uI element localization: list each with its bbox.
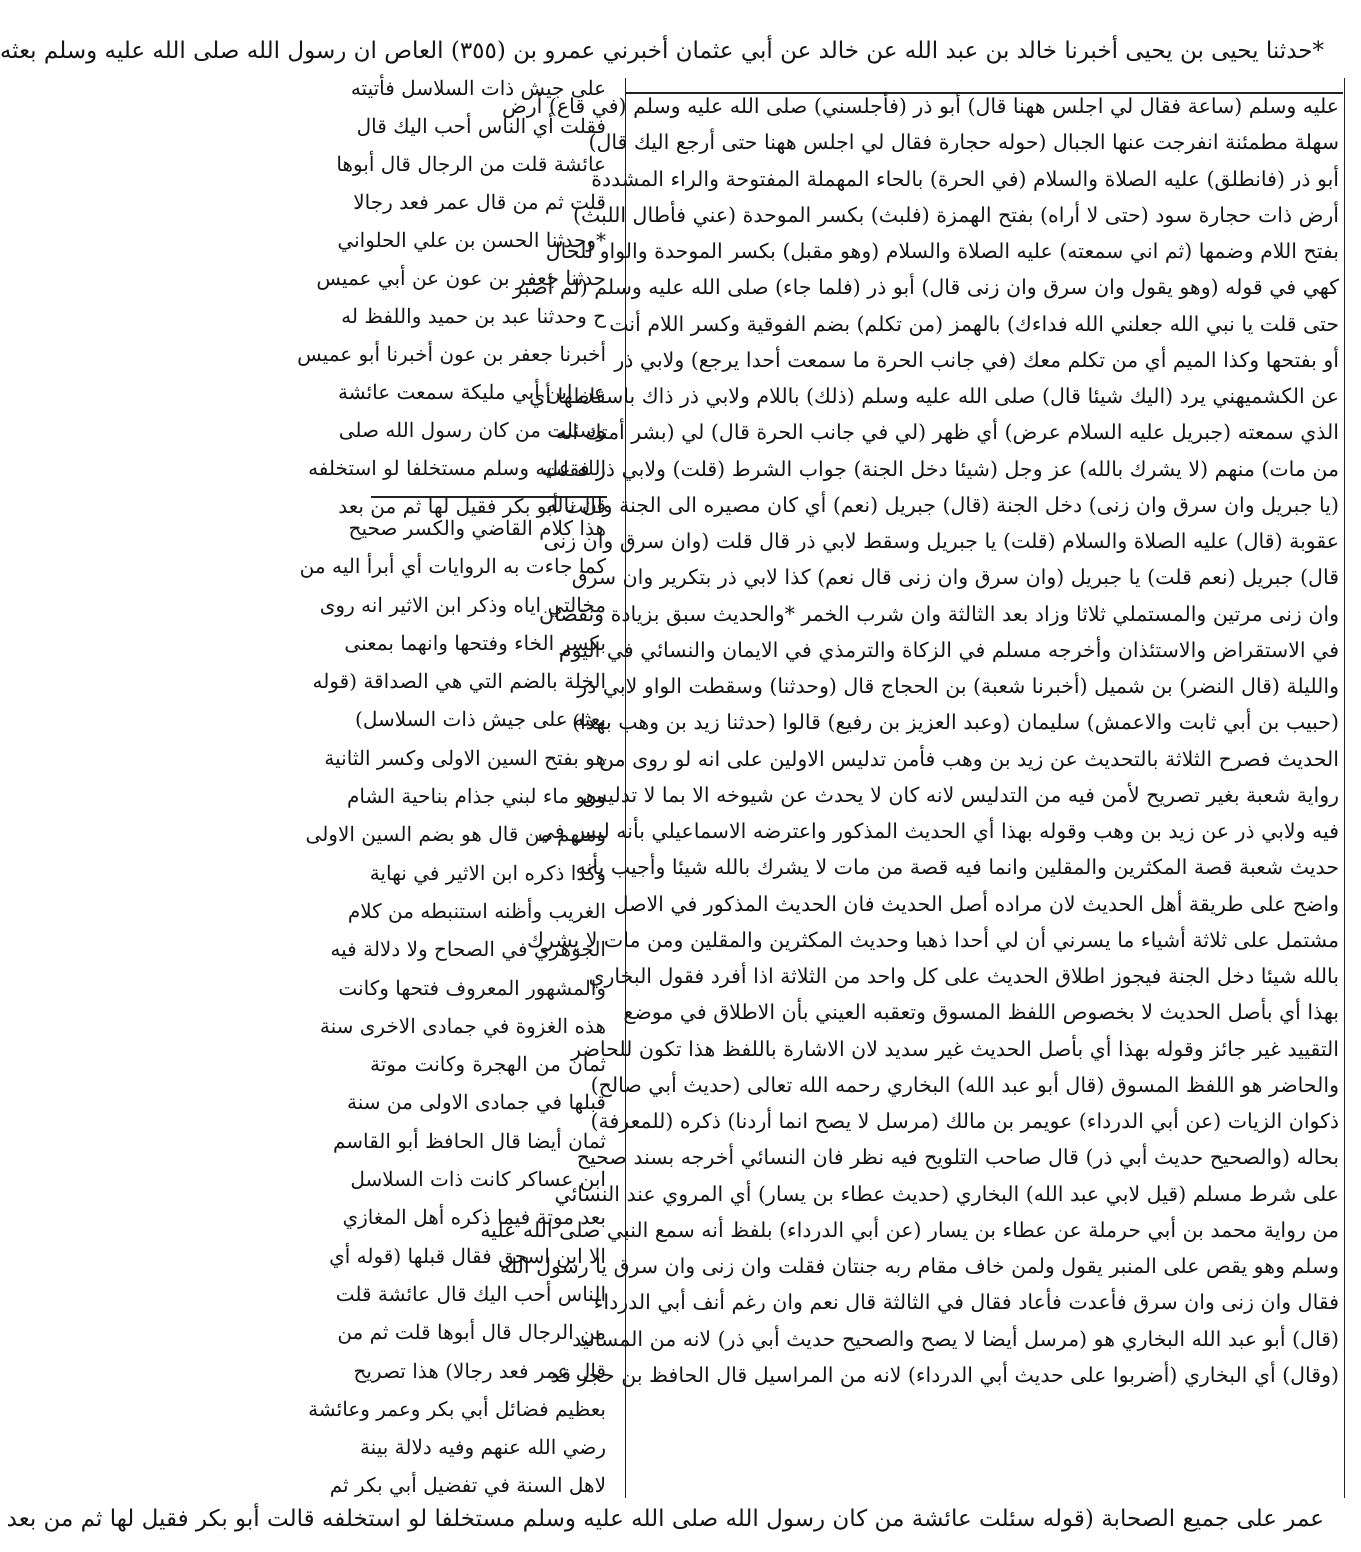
commentary-line: (قال) أبو عبد الله البخاري هو (مرسل أيضا لا يصح والصحيح حديث أبي ذر) لانه من المسانيد: [572, 1326, 1339, 1351]
sidebar-commentary-line: كما جاءت به الروايات أي أبرأ اليه من: [299, 554, 606, 579]
sidebar-commentary-line: الجوهري في الصحاح ولا دلالة فيه: [330, 937, 606, 962]
matn-line: قلت ثم من قال عمر فعد رجالا: [353, 190, 606, 214]
sidebar-commentary-line: لاهل السنة في تفضيل أبي بكر ثم: [329, 1473, 606, 1498]
commentary-line: أرض ذات حجارة سود (حتى لا أراه) بفتح الهمزة (فلبث) بكسر الموحدة (عني فأطال اللبث): [573, 202, 1339, 227]
sidebar-commentary-line: قبلها في جمادى الاولى من سنة: [347, 1090, 606, 1115]
sidebar-commentary-line: الناس أحب اليك قال عائشة قلت: [335, 1281, 606, 1306]
commentary-line: بالله شيئا دخل الجنة فيجوز اطلاق الحديث على كل واحد من الثلاثة اذا أفرد فقول البخاري: [588, 964, 1339, 988]
commentary-line: في الاستقراض والاستئذان وأخرجه مسلم في الزكاة والترمذي في الايمان والنسائي في اليوم: [558, 637, 1339, 662]
matn-line: أخبرنا جعفر بن عون أخبرنا أبو عميس: [297, 342, 606, 366]
commentary-line: واضح على طريقة أهل الحديث لان مراده أصل الحديث فان الحديث المذكور في الاصل: [613, 891, 1339, 916]
commentary-line: وان زنى مرتين والمستملي ثلاثا وزاد بعد الثالثة وان شرب الخمر *والحديث سبق بزيادة ونقصان: [539, 601, 1339, 626]
commentary-line: أو بفتحها وكذا الميم أي من تكلم معك (في جانب الحرة ما سمعت أحدا يرجع) ولابي ذر: [614, 347, 1339, 372]
commentary-line: (يا جبريل وان سرق وان زنى) دخل الجنة (قال) جبريل (نعم) أي كان مصيره الى الجنة وان ناله: [546, 492, 1339, 517]
sidebar-commentary-line: وكذا ذكره ابن الاثير في نهاية: [369, 860, 606, 885]
sidebar-commentary-line: هو بفتح السين الاولى وكسر الثانية: [324, 745, 606, 770]
commentary-line: فيه ولابي ذر عن زيد بن وهب وقوله بهذا أي الحديث المذكور واعترضه الاسماعيلي بأنه ليس في: [537, 819, 1339, 843]
sidebar-commentary-line: ومنهم من قال هو بضم السين الاولى: [305, 822, 606, 847]
commentary-line: حتى قلت يا نبي الله جعلني الله فداءك) بالهمز (من تكلم) بضم الفوقية وكسر اللام أنت: [609, 311, 1339, 336]
matn-line: *وحدثنا الحسن بن علي الحلواني: [337, 228, 606, 252]
commentary-line: والحاضر هو اللفظ المسوق (قال أبو عبد الله) البخاري رحمه الله تعالى (حديث أبي صالح): [590, 1072, 1339, 1097]
sidebar-commentary-line: من الرجال قال أبوها قلت ثم من: [337, 1320, 606, 1345]
sidebar-commentary-line: الا ابن اسحق فقال قبلها (قوله أي: [329, 1243, 606, 1268]
page-header-line: *حدثنا يحيى بن يحيى أخبرنا خالد بن عبد الله عن خالد عن أبي عثمان أخبرني عمرو بن (٣٥٥) العاص ان رسول الله صلى الله عليه وسلم بعثه: [0, 38, 1324, 64]
commentary-line: حديث شعبة قصة المكثرين والمقلين وانما فيه قصة من مات لا يشرك بالله شيئا وأجيب بأنه: [575, 855, 1339, 880]
commentary-line: رواية شعبة بغير تصريح لأمن فيه من التدليس لانه كان لا يحدث عن شيوخه الا بما لا تدليس: [582, 782, 1339, 807]
matn-line: عائشة قلت من الرجال قال أبوها: [336, 152, 606, 176]
commentary-line: الذي سمعته (جبريل عليه السلام عرض) أي ظهر (لي في جانب الحرة قال) لي (بشر أمتك انه: [555, 420, 1339, 445]
sidebar-commentary-line: ابن عساكر كانت ذات السلاسل: [350, 1167, 606, 1192]
commentary-line: وسلم وهو يقص على المنبر يقول ولمن خاف مقام ربه جنتان فقلت وان زنى وان سرق يا رسول الله: [499, 1254, 1339, 1278]
commentary-line: سهلة مطمئنة انفرجت عنها الجبال (حوله حجارة فقال لي اجلس ههنا حتى أرجع اليك قال): [588, 130, 1339, 155]
commentary-line: كهي في قوله (وهو يقول وان سرق وان زنى قال) أبو ذر (فلما جاء) صلى الله عليه وسلم (لم أصبر: [512, 275, 1339, 300]
sidebar-commentary-line: ثمان أيضا قال الحافظ أبو القاسم: [332, 1128, 606, 1153]
commentary-line: من مات) منهم (لا يشرك بالله) عز وجل (شيئا دخل الجنة) جواب الشرط (قلت) ولابي ذر فقلت: [542, 456, 1339, 481]
commentary-line: بهذا أي بأصل الحديث لا بخصوص اللفظ المسوق وتعقبه العيني بأن الاطلاق في موضع: [623, 1000, 1339, 1025]
commentary-line: (حبيب بن أبي ثابت والاعمش) سليمان (وعبد العزيز بن رفيع) قالوا (حدثنا زيد بن وهب بهذا): [572, 710, 1339, 735]
commentary-line: الحديث فصرح الثلاثة بالتحديث عن زيد بن وهب فأمن تدليس الاولين على انه لو روى من: [598, 746, 1339, 771]
commentary-line: ذكوان الزيات (عن أبي الدرداء) عويمر بن مالك (مرسل لا يصح انما أردنا) ذكره (للمعرفة): [590, 1109, 1339, 1133]
commentary-line: والليلة (قال النضر) بن شميل (أخبرنا شعبة) بن الحجاج قال (وحدثنا) وسقطت الواو لابي ذر: [577, 674, 1339, 698]
commentary-line: عن الكشميهني يرد (اليك شيئا قال) صلى الله عليه وسلم (ذلك) باللام ولابي ذر ذاك باسقاطها أي: [529, 384, 1339, 408]
sidebar-commentary-line: هذا كلام القاضي والكسر صحيح: [348, 516, 606, 540]
sidebar-commentary-line: الغريب وأظنه استنبطه من كلام: [347, 898, 606, 923]
commentary-line: فقال وان زنى وان سرق فأعدت فأعاد فقال في الثالثة قال نعم وان رغم أنف أبي الدرداء: [593, 1290, 1339, 1315]
sidebar-commentary-line: قال عمر فعد رجالا) هذا تصريح: [353, 1358, 606, 1383]
matn-line: قالت أبو بكر فقيل لها ثم من بعد: [338, 494, 606, 518]
sidebar-commentary-line: مخالتي اياه وذكر ابن الاثير انه روى: [319, 592, 606, 617]
commentary-line: مشتمل على ثلاثة أشياء ما يسرني أن لي أحدا ذهبا وحديث المكثرين والمقلين ومن مات لا يشرك: [526, 927, 1339, 952]
commentary-line: أبو ذر (فانطلق) عليه الصلاة والسلام (في الحرة) بالحاء المهملة المفتوحة والراء المشددة: [591, 166, 1339, 191]
sidebar-commentary-line: بعد موتة فيما ذكره أهل المغازي: [342, 1205, 606, 1230]
matn-line: ح وحدثنا عبد بن حميد واللفظ له: [341, 304, 606, 328]
page-footer-line: عمر على جميع الصحابة (قوله سئلت عائشة من كان رسول الله صلى الله عليه وسلم مستخلفا لو استخلفه قالت أبو بكر فقيل لها ثم من بعد: [6, 1506, 1324, 1532]
sidebar-commentary-line: رضي الله عنهم وفيه دلالة بينة: [359, 1435, 606, 1460]
commentary-line: بحاله (والصحيح حديث أبي ذر) قال صاحب التلويح فيه نظر فان النسائي أخرجه بسند صحيح: [576, 1145, 1339, 1170]
sidebar-commentary-line: وهو ماء لبني جذام بناحية الشام: [347, 784, 606, 809]
sidebar-commentary-line: هذه الغزوة في جمادى الاخرى سنة: [319, 1013, 606, 1038]
matn-line: وسئلت من كان رسول الله صلى: [338, 418, 606, 442]
sidebar-commentary-line: بكسر الخاء وفتحها وانهما بمعنى: [344, 630, 606, 655]
commentary-line: بفتح اللام وضمها (ثم اني سمعته) عليه الصلاة والسلام (وهو مقبل) بكسر الموحدة والواو للحال: [545, 239, 1339, 263]
sidebar-commentary-line: والمشهور المعروف فتحها وكانت: [338, 975, 606, 1000]
commentary-line: على شرط مسلم (قيل لابي عبد الله) البخاري (حديث عطاء بن يسار) أي المروي عند النسائي: [554, 1181, 1339, 1206]
matn-line: حدثنا جعفر بن عون عن أبي عميس: [316, 266, 606, 290]
commentary-line: (وقال) أي البخاري (أضربوا على حديث أبي الدرداء) لانه من المراسيل قال الحافظ بن حجر قد: [550, 1362, 1339, 1387]
sidebar-commentary-line: الخلة بالضم التي هي الصداقة (قوله: [312, 669, 606, 694]
commentary-line: التقييد غير جائز وقوله بهذا أي بأصل الحديث غير سديد لان الاشارة باللفظ هذا تكون للحاضر: [571, 1036, 1339, 1061]
sidebar-commentary-line: ثمان من الهجرة وكانت موتة: [370, 1052, 606, 1077]
commentary-line: عليه وسلم (ساعة فقال لي اجلس ههنا قال) أبو ذر (فأجلسني) صلى الله عليه وسلم (في قاع) أرض: [501, 94, 1339, 118]
matn-line: فقلت أي الناس أحب اليك قال: [356, 114, 606, 138]
commentary-line: عقوبة (قال) عليه الصلاة والسلام (قلت) يا جبريل وسقط لابي ذر قال قلت (وان سرق وان زنى: [543, 529, 1339, 553]
commentary-line: من رواية محمد بن أبي حرملة عن عطاء بن يسار (عن أبي الدرداء) بلفظ أنه سمع النبي صلى الله عليه: [480, 1217, 1339, 1242]
sidebar-commentary-line: بعثه على جيش ذات السلاسل): [355, 707, 606, 732]
commentary-line: قال) جبريل (نعم قلت) يا جبريل (وان سرق وان زنى قال نعم) كذا لابي ذر بتكرير وان سرق: [571, 565, 1339, 590]
matn-line: على جيش ذات السلاسل فأتيته: [350, 76, 606, 100]
matn-line: الله عليه وسلم مستخلفا لو استخلفه: [308, 456, 606, 480]
matn-line: عن ابن أبي مليكة سمعت عائشة: [338, 380, 606, 404]
sidebar-commentary-line: بعظيم فضائل أبي بكر وعمر وعائشة: [308, 1396, 606, 1421]
